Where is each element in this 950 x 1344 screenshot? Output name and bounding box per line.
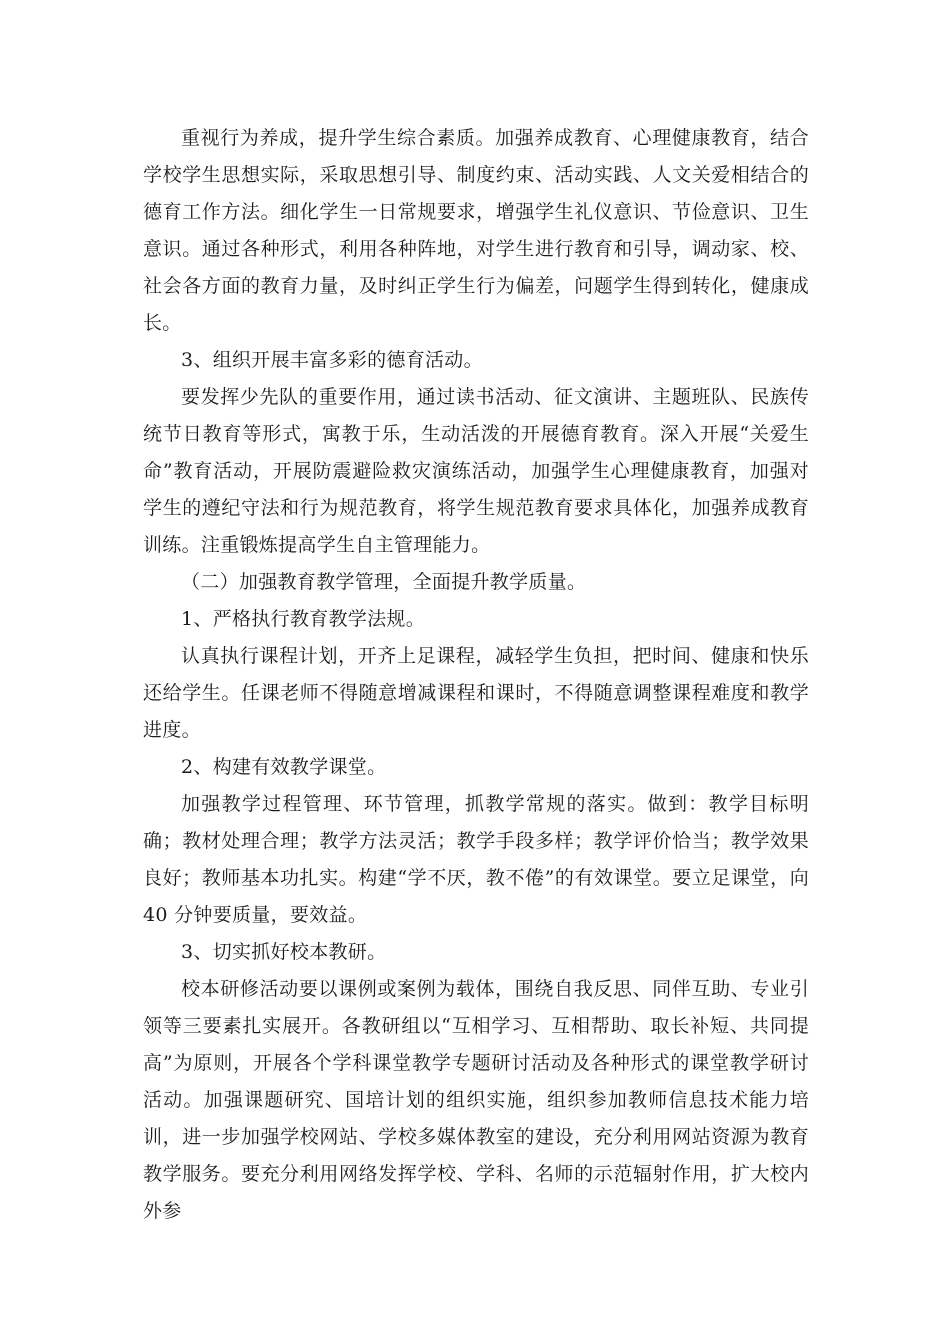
heading-school-research: 3、切实抓好校本教研。 [181, 941, 387, 963]
document-body [143, 120, 809, 1230]
heading-moral-activities: 3、组织开展丰富多彩的德育活动。 [181, 349, 483, 371]
paragraph-teaching-process: 加强教学过程管理、环节管理，抓教学常规的落实。做到：教学目标明确；教材处理合理；教学方法灵活；教学手段多样；教学评价恰当；教学效果良好；教师基本功扎实。构建“学不厌，教不倦”的有效课堂。要立足课堂，向 40 分钟要质量，要效益。 [143, 793, 809, 926]
paragraph-behavior-habits: 重视行为养成，提升学生综合素质。加强养成教育、心理健康教育，结合学校学生思想实际，采取思想引导、制度约束、活动实践、人文关爱相结合的德育工作方法。细化学生一日常规要求，增强学生礼仪意识、节俭意识、卫生意识。通过各种形式，利用各种阵地，对学生进行教育和引导，调动家、校、社会各方面的教育力量，及时纠正学生行为偏差，问题学生得到转化，健康成长。 [143, 127, 809, 334]
heading-education-regulations: 1、严格执行教育教学法规。 [181, 608, 425, 630]
heading-effective-classroom: 2、构建有效教学课堂。 [181, 756, 387, 778]
heading-teaching-management: （二）加强教育教学管理，全面提升教学质量。 [181, 571, 587, 593]
paragraph-school-based-study: 校本研修活动要以课例或案例为载体，围绕自我反思、同伴互助、专业引领等三要素扎实展开。各教研组以“互相学习、互相帮助、取长补短、共同提高”为原则，开展各个学科课堂教学专题研讨活动及各种形式的课堂教学研讨活动。加强课题研究、国培计划的组织实施，组织参加教师信息技术能力培训，进一步加强学校网站、学校多媒体教室的建设，充分利用网站资源为教育教学服务。要充分利用网络发挥学校、学科、名师的示范辐射作用，扩大校内外参 [143, 978, 809, 1222]
paragraph-young-pioneers: 要发挥少先队的重要作用，通过读书活动、征文演讲、主题班队、民族传统节日教育等形式，寓教于乐，生动活泼的开展德育教育。深入开展“关爱生命”教育活动，开展防震避险救灾演练活动，加强学生心理健康教育，加强对学生的遵纪守法和行为规范教育，将学生规范教育要求具体化，加强养成教育训练。注重锻炼提高学生自主管理能力。 [143, 386, 809, 556]
paragraph-course-plan: 认真执行课程计划，开齐上足课程，减轻学生负担，把时间、健康和快乐还给学生。任课老师不得随意增减课程和课时，不得随意调整课程难度和教学进度。 [143, 645, 809, 741]
